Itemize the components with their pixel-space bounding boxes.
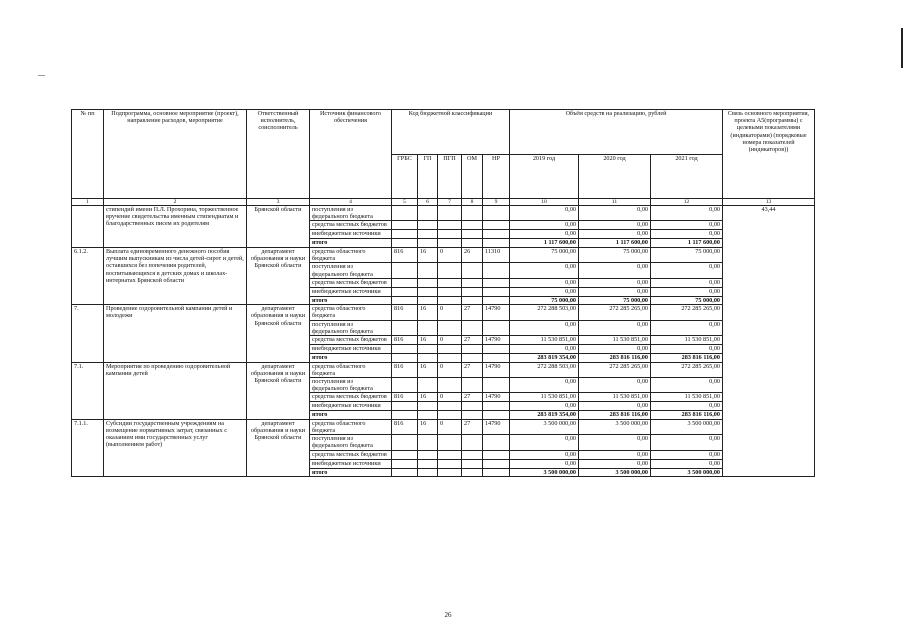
col-number: 6 [418, 199, 438, 206]
code-gp [418, 263, 438, 278]
amount-2020: 272 285 265,00 [579, 362, 651, 377]
code-gp [418, 459, 438, 468]
amount-2021: 283 816 116,00 [651, 354, 723, 363]
header-executor: Ответственный исполнитель, соисполнитель [247, 110, 310, 199]
funding-source: итого [310, 411, 392, 420]
code-gp [418, 468, 438, 477]
code-grbs: 816 [392, 305, 418, 320]
header-year-2019: 2019 год [510, 154, 579, 199]
code-gp: 16 [418, 362, 438, 377]
amount-2020: 0,00 [579, 320, 651, 335]
amount-2020: 283 816 116,00 [579, 411, 651, 420]
code-gp: 16 [418, 305, 438, 320]
amount-2021: 0,00 [651, 263, 723, 278]
code-om [462, 263, 483, 278]
code-nr [483, 287, 510, 296]
amount-2019: 0,00 [510, 450, 579, 459]
col-number: 11 [579, 199, 651, 206]
code-grbs [392, 377, 418, 392]
code-grbs [392, 354, 418, 363]
col-number: 9 [483, 199, 510, 206]
code-grbs [392, 345, 418, 354]
scan-mark [38, 75, 45, 76]
code-pgp [438, 345, 462, 354]
funding-source: итого [310, 468, 392, 477]
amount-2020: 0,00 [579, 345, 651, 354]
header-source: Источник финансового обеспечения [310, 110, 392, 199]
funding-source: внебюджетные источники [310, 230, 392, 239]
code-pgp [438, 402, 462, 411]
code-gp [418, 377, 438, 392]
amount-2019: 1 117 600,00 [510, 239, 579, 248]
funding-source: средства местных бюджетов [310, 450, 392, 459]
code-nr: 14790 [483, 305, 510, 320]
code-grbs [392, 296, 418, 305]
funding-source: поступления из федерального бюджета [310, 263, 392, 278]
code-nr: 14790 [483, 362, 510, 377]
amount-2019: 0,00 [510, 278, 579, 287]
page-number: 26 [444, 611, 452, 619]
header-name: Подпрограмма, основное мероприятие (проект), направление расходов, мероприятие [104, 110, 247, 199]
item-number: 7.1.1. [72, 419, 104, 476]
col-number: 12 [651, 199, 723, 206]
code-gp [418, 354, 438, 363]
funding-source: итого [310, 354, 392, 363]
amount-2019: 0,00 [510, 377, 579, 392]
code-pgp: 0 [438, 336, 462, 345]
item-executor: департамент образования и науки Брянской области [247, 305, 310, 362]
funding-source: средства местных бюджетов [310, 278, 392, 287]
code-nr [483, 411, 510, 420]
code-gp [418, 287, 438, 296]
amount-2020: 0,00 [579, 435, 651, 450]
amount-2021: 0,00 [651, 450, 723, 459]
header-num: № пп [72, 110, 104, 199]
funding-source: внебюджетные источники [310, 459, 392, 468]
code-nr: 14790 [483, 393, 510, 402]
amount-2019: 11 530 851,00 [510, 393, 579, 402]
col-number: 3 [247, 199, 310, 206]
table-row [72, 305, 815, 320]
item-number [72, 206, 104, 248]
funding-source: средства местных бюджетов [310, 221, 392, 230]
code-pgp [438, 377, 462, 392]
table-row [72, 206, 815, 221]
amount-2019: 272 288 503,00 [510, 362, 579, 377]
amount-2021: 11 530 851,00 [651, 393, 723, 402]
amount-2019: 75 000,00 [510, 247, 579, 262]
amount-2019: 0,00 [510, 459, 579, 468]
code-grbs [392, 435, 418, 450]
item-executor: департамент образования и науки Брянской области [247, 247, 310, 304]
amount-2021: 75 000,00 [651, 247, 723, 262]
code-nr [483, 296, 510, 305]
code-nr [483, 450, 510, 459]
header-code-pgp: ПГП [438, 154, 462, 199]
code-grbs [392, 320, 418, 335]
table-row [72, 419, 815, 434]
funding-source: средства местных бюджетов [310, 336, 392, 345]
code-grbs [392, 411, 418, 420]
code-grbs [392, 402, 418, 411]
amount-2020: 1 117 600,00 [579, 239, 651, 248]
table-row [72, 247, 815, 262]
code-gp [418, 411, 438, 420]
code-om: 26 [462, 247, 483, 262]
code-pgp [438, 450, 462, 459]
col-number: 10 [510, 199, 579, 206]
item-name: Мероприятия по проведению оздоровительной кампании детей [104, 362, 247, 419]
code-om: 27 [462, 362, 483, 377]
code-gp [418, 278, 438, 287]
item-number: 6.1.2. [72, 247, 104, 304]
code-gp [418, 206, 438, 221]
code-grbs: 816 [392, 362, 418, 377]
header-link: Связь основного мероприятия, проекта А5(программы) с целевыми показателями (индикаторами) (порядковые номера показателей (индикаторов)) [723, 110, 815, 199]
amount-2020: 272 285 265,00 [579, 305, 651, 320]
code-grbs: 816 [392, 419, 418, 434]
item-number: 7. [72, 305, 104, 362]
code-gp [418, 345, 438, 354]
item-name: Выплата единовременного денежного пособия лучшим выпускникам из числа детей-сирот и детей, оставшихся без попечения родителей, воспитывающихся в детских домах и школах-интернатах Брянской области [104, 247, 247, 304]
code-nr [483, 278, 510, 287]
indicator-link: 43,44 [723, 206, 815, 477]
amount-2020: 0,00 [579, 402, 651, 411]
code-pgp [438, 459, 462, 468]
amount-2020: 0,00 [579, 206, 651, 221]
code-gp [418, 221, 438, 230]
amount-2021: 0,00 [651, 206, 723, 221]
code-nr [483, 468, 510, 477]
funding-source: итого [310, 239, 392, 248]
amount-2021: 0,00 [651, 435, 723, 450]
code-nr: 11310 [483, 247, 510, 262]
code-om [462, 411, 483, 420]
amount-2021: 75 000,00 [651, 296, 723, 305]
funding-source: поступления из федерального бюджета [310, 435, 392, 450]
code-om [462, 320, 483, 335]
code-om [462, 278, 483, 287]
amount-2020: 0,00 [579, 450, 651, 459]
code-nr [483, 263, 510, 278]
col-number: 5 [392, 199, 418, 206]
code-pgp [438, 287, 462, 296]
funding-source: средства областного бюджета [310, 362, 392, 377]
code-nr [483, 377, 510, 392]
code-grbs [392, 278, 418, 287]
code-grbs [392, 468, 418, 477]
code-grbs [392, 287, 418, 296]
code-gp: 16 [418, 247, 438, 262]
code-nr [483, 230, 510, 239]
code-nr [483, 320, 510, 335]
code-pgp: 0 [438, 305, 462, 320]
code-om [462, 435, 483, 450]
code-gp: 16 [418, 419, 438, 434]
code-nr [483, 221, 510, 230]
item-name: Субсидии государственным учреждениям на возмещение нормативных затрат, связанных с оказанием ими государственных услуг (выполнением работ) [104, 419, 247, 476]
amount-2020: 0,00 [579, 278, 651, 287]
code-om [462, 345, 483, 354]
code-pgp [438, 239, 462, 248]
amount-2020: 3 500 000,00 [579, 468, 651, 477]
amount-2021: 0,00 [651, 402, 723, 411]
amount-2021: 0,00 [651, 320, 723, 335]
item-executor: департамент образования и науки Брянской области [247, 419, 310, 476]
amount-2021: 272 285 265,00 [651, 305, 723, 320]
amount-2021: 1 117 600,00 [651, 239, 723, 248]
amount-2021: 0,00 [651, 345, 723, 354]
code-om [462, 239, 483, 248]
code-grbs [392, 221, 418, 230]
funding-source: внебюджетные источники [310, 287, 392, 296]
funding-source: средства областного бюджета [310, 247, 392, 262]
item-name: стипендий имени П.Л. Прохорина, торжественное вручение свидетельства именным стипендиатам и благодарственных писем их родителям [104, 206, 247, 248]
code-gp [418, 239, 438, 248]
amount-2020: 11 530 851,00 [579, 393, 651, 402]
code-grbs: 816 [392, 247, 418, 262]
code-pgp: 0 [438, 247, 462, 262]
code-om [462, 377, 483, 392]
code-pgp [438, 296, 462, 305]
code-om [462, 296, 483, 305]
code-pgp [438, 206, 462, 221]
funding-source: средства областного бюджета [310, 419, 392, 434]
code-pgp [438, 221, 462, 230]
item-name: Проведение оздоровительной кампании детей и молодежи [104, 305, 247, 362]
amount-2019: 3 500 000,00 [510, 468, 579, 477]
header-volume-group: Объём средств на реализацию, рублей [510, 110, 723, 155]
code-pgp: 0 [438, 419, 462, 434]
header-year-2020: 2020 год [579, 154, 651, 199]
item-number: 7.1. [72, 362, 104, 419]
header-code-grbs: ГРБС [392, 154, 418, 199]
code-om: 27 [462, 305, 483, 320]
code-gp [418, 296, 438, 305]
item-executor: Брянской области [247, 206, 310, 248]
code-pgp [438, 278, 462, 287]
code-pgp [438, 435, 462, 450]
amount-2019: 11 530 851,00 [510, 336, 579, 345]
code-om [462, 221, 483, 230]
header-code-gp: ГП [418, 154, 438, 199]
code-grbs [392, 459, 418, 468]
funding-source: поступления из федерального бюджета [310, 206, 392, 221]
code-om [462, 402, 483, 411]
code-grbs [392, 206, 418, 221]
header-code-group: Код бюджетной классификации [392, 110, 510, 155]
amount-2020: 0,00 [579, 459, 651, 468]
amount-2021: 0,00 [651, 230, 723, 239]
header-code-om: ОМ [462, 154, 483, 199]
code-pgp [438, 263, 462, 278]
amount-2021: 11 530 851,00 [651, 336, 723, 345]
column-number-row [72, 199, 815, 206]
amount-2019: 0,00 [510, 221, 579, 230]
amount-2020: 0,00 [579, 377, 651, 392]
code-grbs [392, 239, 418, 248]
code-nr [483, 354, 510, 363]
amount-2020: 3 500 000,00 [579, 419, 651, 434]
item-executor: департамент образования и науки Брянской области [247, 362, 310, 419]
amount-2021: 0,00 [651, 221, 723, 230]
amount-2020: 0,00 [579, 287, 651, 296]
amount-2019: 0,00 [510, 263, 579, 278]
code-om [462, 230, 483, 239]
col-number: 2 [104, 199, 247, 206]
code-pgp: 0 [438, 362, 462, 377]
amount-2019: 283 819 354,00 [510, 354, 579, 363]
amount-2019: 0,00 [510, 287, 579, 296]
code-om [462, 206, 483, 221]
header-code-nr: НР [483, 154, 510, 199]
funding-source: внебюджетные источники [310, 345, 392, 354]
amount-2019: 0,00 [510, 435, 579, 450]
col-number: 8 [462, 199, 483, 206]
amount-2020: 0,00 [579, 230, 651, 239]
col-number: 1 [72, 199, 104, 206]
col-number: 13 [723, 199, 815, 206]
page-edge-line [901, 28, 903, 68]
amount-2021: 0,00 [651, 278, 723, 287]
amount-2020: 75 000,00 [579, 247, 651, 262]
amount-2019: 283 819 354,00 [510, 411, 579, 420]
code-pgp [438, 230, 462, 239]
amount-2019: 0,00 [510, 320, 579, 335]
code-grbs [392, 263, 418, 278]
code-pgp [438, 468, 462, 477]
amount-2019: 75 000,00 [510, 296, 579, 305]
code-gp [418, 450, 438, 459]
amount-2019: 0,00 [510, 230, 579, 239]
code-om [462, 287, 483, 296]
amount-2019: 0,00 [510, 402, 579, 411]
amount-2021: 0,00 [651, 287, 723, 296]
amount-2020: 283 816 116,00 [579, 354, 651, 363]
amount-2021: 3 500 000,00 [651, 419, 723, 434]
funding-source: средства областного бюджета [310, 305, 392, 320]
amount-2021: 283 816 116,00 [651, 411, 723, 420]
code-gp [418, 320, 438, 335]
col-number: 7 [438, 199, 462, 206]
code-grbs: 816 [392, 393, 418, 402]
header-year-2021: 2021 год [651, 154, 723, 199]
funding-source: средства местных бюджетов [310, 393, 392, 402]
code-pgp: 0 [438, 393, 462, 402]
code-nr: 14790 [483, 419, 510, 434]
code-om [462, 459, 483, 468]
code-nr [483, 206, 510, 221]
code-gp [418, 230, 438, 239]
code-om [462, 468, 483, 477]
code-gp [418, 402, 438, 411]
amount-2020: 75 000,00 [579, 296, 651, 305]
amount-2021: 3 500 000,00 [651, 468, 723, 477]
table-row [72, 362, 815, 377]
code-nr [483, 435, 510, 450]
col-number: 4 [310, 199, 392, 206]
code-pgp [438, 354, 462, 363]
code-grbs [392, 450, 418, 459]
budget-table [71, 109, 815, 477]
code-om: 27 [462, 336, 483, 345]
code-om [462, 450, 483, 459]
code-om [462, 354, 483, 363]
amount-2019: 272 288 503,00 [510, 305, 579, 320]
code-gp: 16 [418, 336, 438, 345]
code-grbs [392, 230, 418, 239]
amount-2021: 0,00 [651, 377, 723, 392]
funding-source: поступления из федерального бюджета [310, 320, 392, 335]
amount-2019: 0,00 [510, 345, 579, 354]
code-pgp [438, 411, 462, 420]
code-gp: 16 [418, 393, 438, 402]
amount-2019: 0,00 [510, 206, 579, 221]
amount-2021: 0,00 [651, 459, 723, 468]
code-nr: 14790 [483, 336, 510, 345]
code-nr [483, 345, 510, 354]
code-om: 27 [462, 393, 483, 402]
code-om: 27 [462, 419, 483, 434]
funding-source: внебюджетные источники [310, 402, 392, 411]
amount-2021: 272 285 265,00 [651, 362, 723, 377]
code-grbs: 816 [392, 336, 418, 345]
code-pgp [438, 320, 462, 335]
amount-2020: 0,00 [579, 221, 651, 230]
budget-table-body [72, 206, 815, 477]
code-nr [483, 239, 510, 248]
code-nr [483, 459, 510, 468]
amount-2020: 11 530 851,00 [579, 336, 651, 345]
amount-2020: 0,00 [579, 263, 651, 278]
code-gp [418, 435, 438, 450]
funding-source: итого [310, 296, 392, 305]
funding-source: поступления из федерального бюджета [310, 377, 392, 392]
code-nr [483, 402, 510, 411]
amount-2019: 3 500 000,00 [510, 419, 579, 434]
